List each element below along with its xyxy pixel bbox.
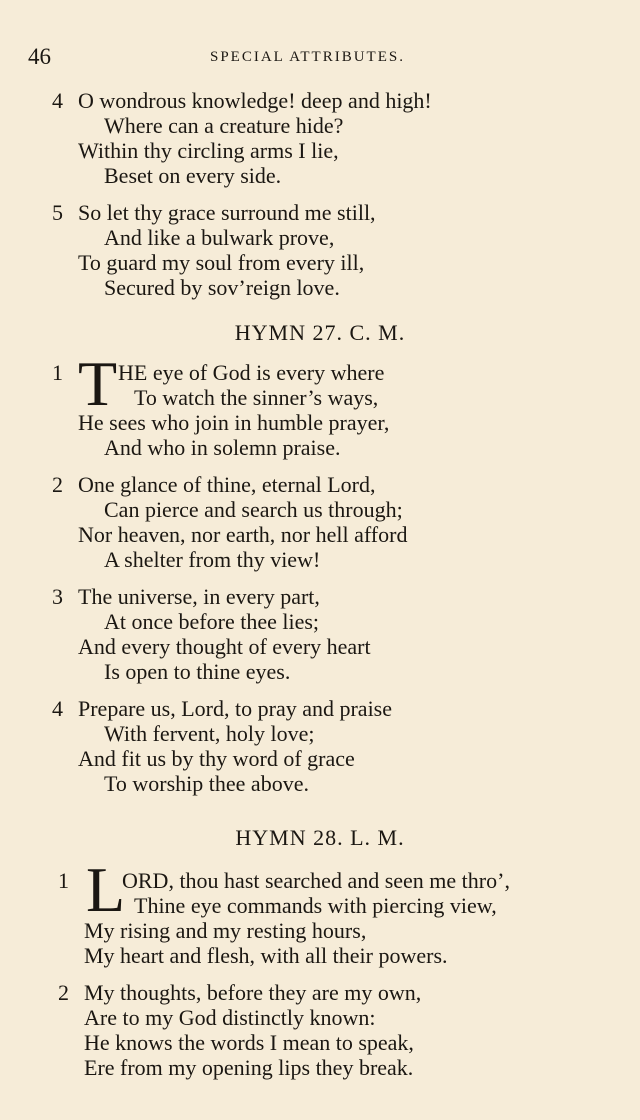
verse-number: 4 <box>52 88 63 113</box>
verse-line: My heart and flesh, with all their powers. <box>84 943 448 968</box>
hymn-title: HYMN 28. L. M. <box>235 825 405 850</box>
verse-line: To watch the sinner’s ways, <box>134 385 379 410</box>
verse-line: Prepare us, Lord, to pray and praise <box>78 696 393 721</box>
verse-number: 1 <box>52 360 63 385</box>
verse-line: Thine eye commands with piercing view, <box>134 893 497 918</box>
verse-line: Nor heaven, nor earth, nor hell afford <box>78 522 408 547</box>
verse-line: With fervent, holy love; <box>104 721 315 746</box>
verse-line: Where can a creature hide? <box>104 113 344 138</box>
verse-line: And who in solemn praise. <box>104 435 341 460</box>
verse-line: Can pierce and search us through; <box>104 497 403 522</box>
verse-line: So let thy grace surround me still, <box>78 200 376 225</box>
verse-line: Ere from my opening lips they break. <box>84 1055 414 1080</box>
page-number: 46 <box>28 44 51 69</box>
verse-number: 1 <box>58 868 69 893</box>
verse-line: O wondrous knowledge! deep and high! <box>78 88 432 113</box>
verse-line: He sees who join in humble prayer, <box>78 410 390 435</box>
verse-line: Are to my God distinctly known: <box>84 1005 376 1030</box>
verse-line: The universe, in every part, <box>78 584 320 609</box>
verse-line: He knows the words I mean to speak, <box>84 1030 414 1055</box>
verse-line: To guard my soul from every ill, <box>78 250 365 275</box>
verse-line: And like a bulwark prove, <box>104 225 335 250</box>
verse-line: Secured by sov’reign love. <box>104 275 340 300</box>
verse-line: And every thought of every heart <box>78 634 371 659</box>
verse-line: HE eye of God is every where <box>118 360 385 385</box>
page-header <box>0 44 640 74</box>
verse-line: ORD, thou hast searched and seen me thro’, <box>122 868 510 893</box>
verse-line: A shelter from thy view! <box>104 547 321 572</box>
verse-number: 5 <box>52 200 63 225</box>
verse-line: At once before thee lies; <box>104 609 320 634</box>
verse-number: 2 <box>52 472 63 497</box>
verse-number: 3 <box>52 584 63 609</box>
drop-cap: L <box>86 854 126 925</box>
verse-line: My rising and my resting hours, <box>84 918 367 943</box>
verse-line: One glance of thine, eternal Lord, <box>78 472 376 497</box>
drop-cap: T <box>78 348 118 419</box>
running-head: SPECIAL ATTRIBUTES. <box>210 49 405 65</box>
verse-line: To worship thee above. <box>104 771 309 796</box>
verse-line: Beset on every side. <box>104 163 282 188</box>
verse-line: And fit us by thy word of grace <box>78 746 355 771</box>
verse-number: 4 <box>52 696 63 721</box>
verse-line: Within thy circling arms I lie, <box>78 138 339 163</box>
verse-line: Is open to thine eyes. <box>104 659 291 684</box>
verse-line: My thoughts, before they are my own, <box>84 980 422 1005</box>
verse-number: 2 <box>58 980 69 1005</box>
hymn-title: HYMN 27. C. M. <box>234 320 406 345</box>
